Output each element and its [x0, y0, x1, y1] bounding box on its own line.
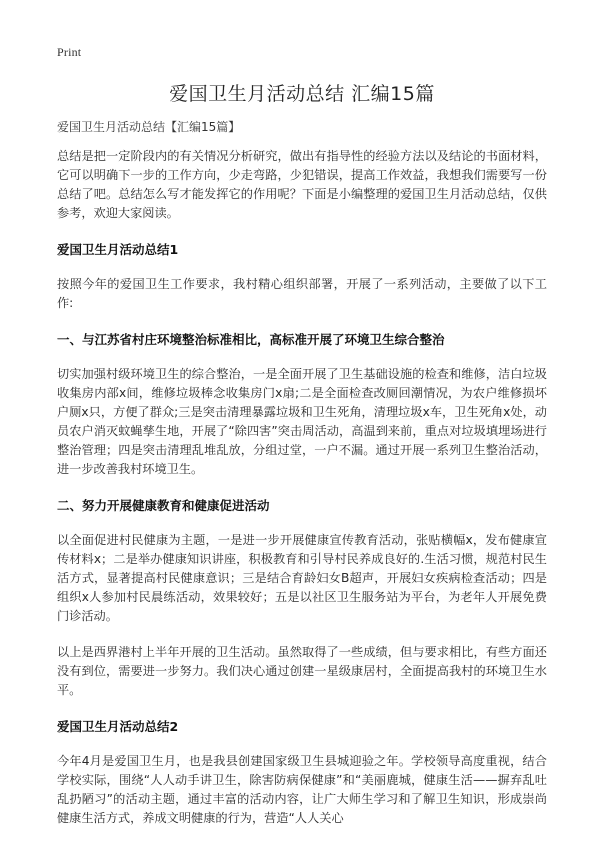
- print-label[interactable]: Print: [57, 45, 82, 59]
- section1-conclusion-paragraph: 以上是西界港村上半年开展的卫生活动。虽然取得了一些成绩，但与要求相比，有些方面还没有到位，需要进一步努力。我们决心通过创建一星级康居村，全面提高我村的环境卫生水平。: [57, 645, 547, 697]
- section1-point1-paragraph: 切实加强村级环境卫生的综合整治，一是全面开展了卫生基础设施的检查和维修，洁白垃圾收集房内部x间，维修垃圾棒念收集房门x扇;二是全面检查改厕回潮情况，为农户维修损坏户厕x只，方便了群众;三是突击清理暴露垃圾和卫生死角，清理垃圾x车，卫生死角x处，动员农户消灭蚊蝇孳生地，开展了“除四害”突击周活动，高温到来前，重点对垃圾填埋场进行整治管理；四是突击清理乱堆乱放，分组过堂，一户不漏。通过开展一系列卫生整治活动，进一步改善我村环境卫生。: [57, 367, 547, 476]
- section1-point2-heading: 二、努力开展健康教育和健康促进活动: [57, 498, 270, 513]
- section1-intro-paragraph: 按照今年的爱国卫生工作要求，我村精心组织部署，开展了一系列活动，主要做了以下工作:: [57, 277, 547, 310]
- document-title: 爱国卫生月活动总结 汇编15篇: [169, 83, 435, 105]
- section1-heading: 爱国卫生月活动总结1: [57, 242, 179, 257]
- section1-point2-paragraph: 以全面促进村民健康为主题，一是进一步开展健康宣传教育活动，张贴横幅x，发布健康宣传材料x；二是举办健康知识讲座，积极教育和引导村民养成良好的.生活习惯，规范村民生活方式，显著提高村民健康意识；三是结合育龄妇女B超声，开展妇女疾病检查活动；四是组织x人参加村民晨练活动，效果较好；五是以社区卫生服务站为平台，为老年人开展免费门诊活动。: [57, 533, 547, 623]
- section2-paragraph: 今年4月是爱国卫生月，也是我县创建国家级卫生县城迎验之年。学校领导高度重视，结合学校实际，围绕“人人动手讲卫生，除害防病保健康”和“美丽鹿城，健康生活——摒弃乱吐乱扔陋习”的活动主题，通过丰富的活动内容，让广大师生学习和了解卫生知识，形成崇尚健康生活方式，养成文明健康的行为，营造“人人关心: [57, 754, 547, 825]
- document-body: [57, 79, 547, 845]
- section2-heading: 爱国卫生月活动总结2: [57, 719, 179, 734]
- document-subtitle: 爱国卫生月活动总结【汇编15篇】: [57, 120, 241, 134]
- intro-paragraph: 总结是把一定阶段内的有关情况分析研究，做出有指导性的经验方法以及结论的书面材料，它可以明确下一步的工作方向，少走弯路，少犯错误，提高工作效益，我想我们需要写一份总结了吧。总结怎么写才能发挥它的作用呢？下面是小编整理的爱国卫生月活动总结，仅供参考，欢迎大家阅读。: [57, 149, 547, 220]
- section1-point1-heading: 一、与江苏省村庄环境整治标准相比，高标准开展了环境卫生综合整治: [57, 332, 445, 347]
